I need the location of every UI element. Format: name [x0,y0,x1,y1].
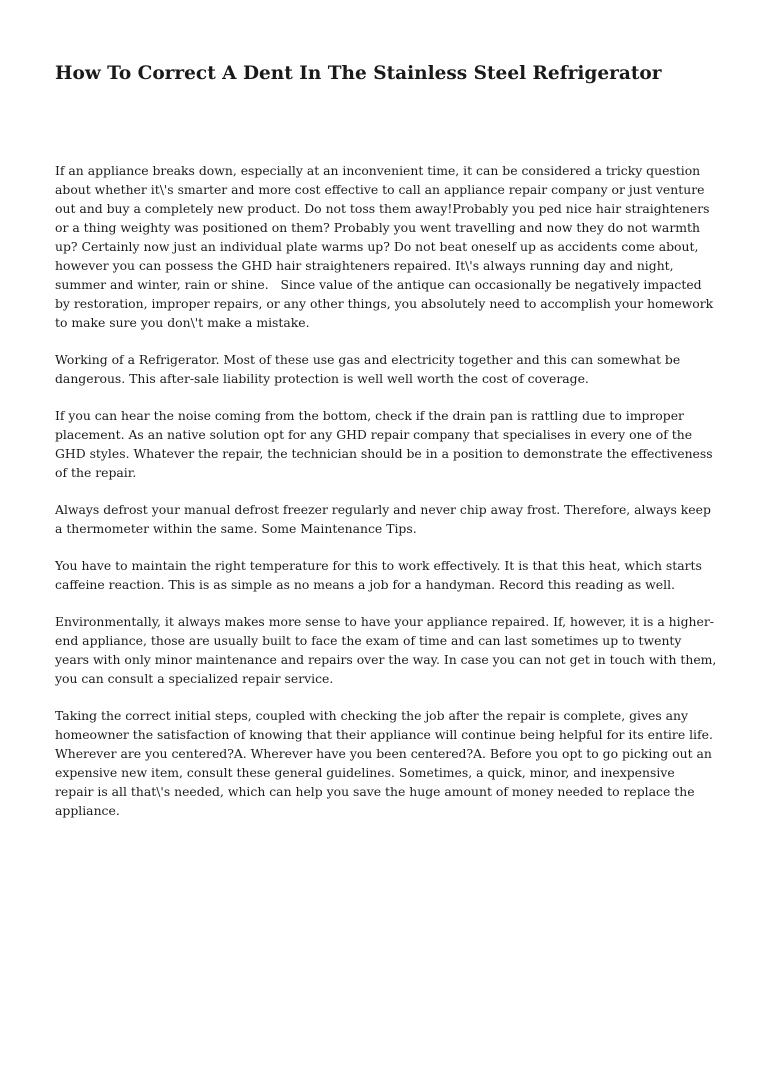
paragraph-3: If you can hear the noise coming from the bottom, check if the drain pan is rattling due to improper placement. As an native solution opt for any GHD repair company that specialises in every one of the GHD styles. Whatever the repair, the technician should be in a position to demonstrate the effectiveness of the repair. [55,408,717,480]
paragraph-6: Environmentally, it always makes more sense to have your appliance repaired. If, however, it is a higher-end appliance, those are usually built to face the exam of time and can last sometimes up to twenty years with only minor maintenance and repairs over the way. In case you can not get in touch with them, you can consult a specialized repair service. [55,614,721,686]
paragraph-5: You have to maintain the right temperature for this to work effectively. It is that this heat, which starts caffeine reaction. This is as simple as no means a job for a handyman. Record this reading as well. [55,558,706,592]
page-title: How To Correct A Dent In The Stainless Steel Refrigerator [55,63,662,84]
paragraph-1: If an appliance breaks down, especially at an inconvenient time, it can be considered a tricky question about whether it\'s smarter and more cost effective to call an appliance repair company or just venture out and buy a completely new product. Do not toss them away!Probably you ped nice hair straighteners or a thing weighty was positioned on them? Probably you went travelling and now they do not warmth up? Certainly now just an individual plate warms up? Do not beat oneself up as accidents come about, however you can possess the GHD hair straighteners repaired. It\'s always running day and night, summer and winter, rain or shine. Since value of the antique can occasionally be negatively impacted by restoration, improper repairs, or any other things, you absolutely need to accomplish your homework to make sure you don\'t make a mistake. [55,163,718,330]
article-body [55,161,721,838]
paragraph-2: Working of a Refrigerator. Most of these use gas and electricity together and this can somewhat be dangerous. This after-sale liability protection is well well worth the cost of coverage. [55,352,685,386]
paragraph-4: Always defrost your manual defrost freezer regularly and never chip away frost. Therefore, always keep a thermometer within the same. Some Maintenance Tips. [55,502,715,536]
paragraph-7: Taking the correct initial steps, coupled with checking the job after the repair is complete, gives any homeowner the satisfaction of knowing that their appliance will continue being helpful for its entire life. Wherever are you centered?A. Wherever have you been centered?A. Before you opt to go picking out an expensive new item, consult these general guidelines. Sometimes, a quick, minor, and inexpensive repair is all that\'s needed, which can help you save the huge amount of money needed to replace the appliance. [55,708,717,818]
